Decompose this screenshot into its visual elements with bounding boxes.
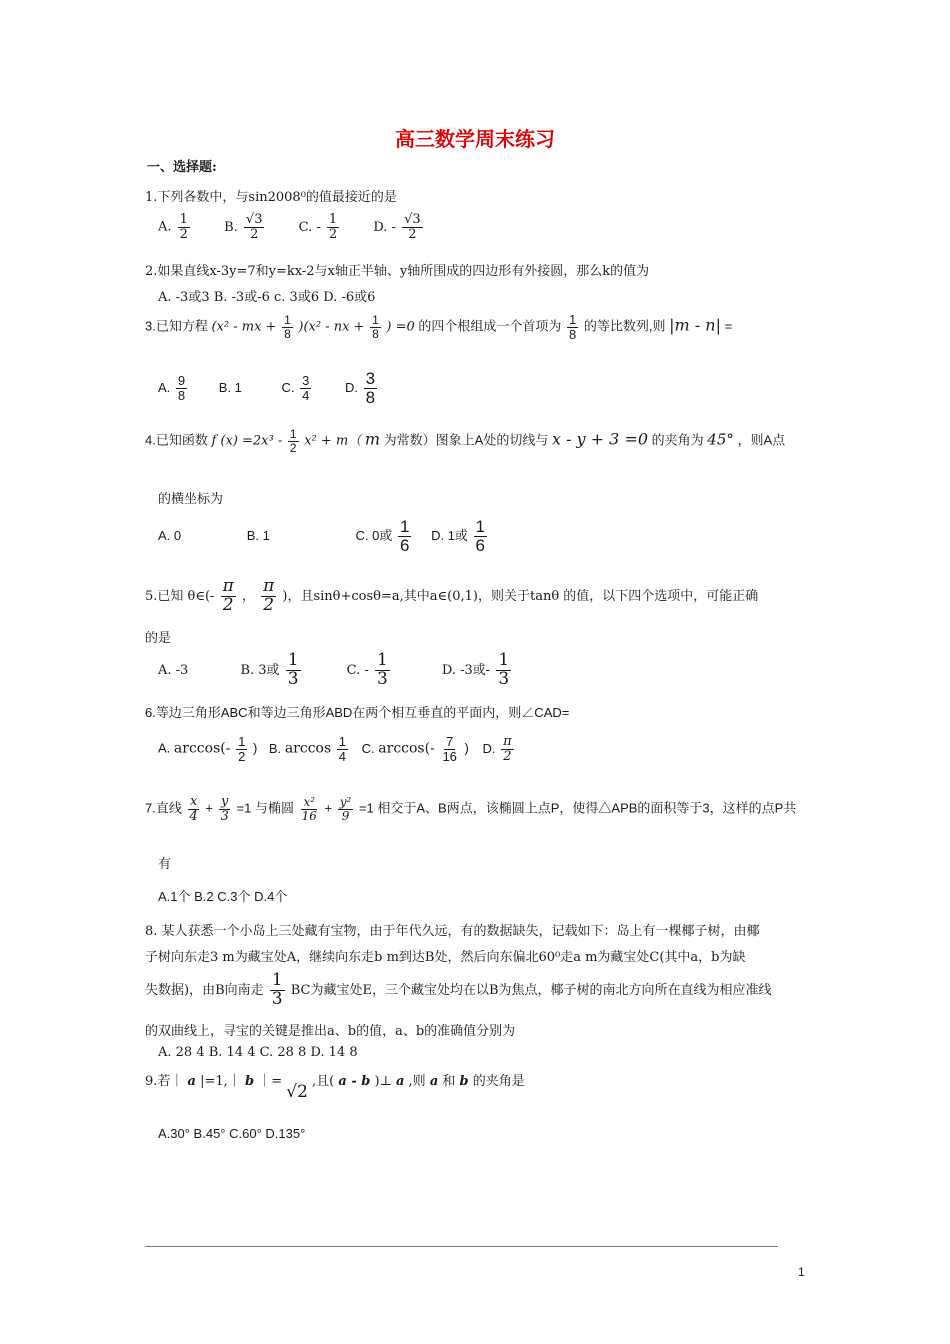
denominator: 2 bbox=[503, 748, 512, 764]
question-3-text bbox=[145, 313, 732, 341]
question-8-line-3 bbox=[145, 972, 772, 1009]
option-c-label: C. 0或 bbox=[355, 527, 393, 543]
question-1-text: 1.下列各数中，与sin2008⁰的值最接近的是 bbox=[145, 190, 397, 205]
denominator: 2 bbox=[408, 226, 417, 242]
question-2-options: A. -3或3 B. -3或-6 c. 3或6 D. -6或6 bbox=[158, 290, 376, 305]
function-part: f (x) =2x³ - bbox=[211, 433, 283, 449]
question-9-options: A.30° B.45° C.60° D.135° bbox=[158, 1126, 306, 1141]
numerator: √3 bbox=[245, 212, 263, 227]
numerator: π bbox=[222, 576, 234, 596]
ellipse-x-fraction bbox=[300, 796, 319, 822]
function-fraction bbox=[288, 428, 299, 454]
option-a-fraction bbox=[176, 374, 187, 402]
denominator: 8 bbox=[365, 387, 376, 407]
question-3-options bbox=[158, 370, 379, 407]
numerator: y bbox=[221, 794, 229, 809]
option-d-label: D. -3或- bbox=[441, 662, 491, 678]
option-b-label: B. 3或 bbox=[240, 662, 280, 678]
option-b-fraction bbox=[337, 735, 348, 763]
equals-sign: = bbox=[724, 318, 733, 334]
denominator: 6 bbox=[475, 535, 485, 555]
denominator: 4 bbox=[338, 748, 347, 764]
option-b-label: B. 1 bbox=[246, 527, 270, 543]
numerator: x bbox=[189, 794, 198, 809]
question-9-post-3: ,则 bbox=[408, 1074, 426, 1089]
option-c-fraction bbox=[300, 374, 311, 402]
equals-one: =1 bbox=[236, 800, 252, 816]
question-4-continuation: 的横坐标为 bbox=[158, 491, 224, 506]
option-a-label: A. -3 bbox=[158, 662, 189, 678]
numerator: 1 bbox=[284, 313, 291, 328]
one-third-fraction bbox=[270, 972, 285, 1009]
vector-difference: a - b bbox=[338, 1074, 371, 1089]
option-c-expression: arccos(- bbox=[378, 740, 435, 757]
angle-value: 45° bbox=[707, 430, 734, 449]
equation-fraction bbox=[282, 314, 293, 340]
denominator: 16 bbox=[442, 748, 457, 764]
vector-a: a bbox=[395, 1074, 405, 1089]
closing-paren: ) bbox=[464, 740, 469, 756]
numerator: π bbox=[263, 576, 275, 596]
numerator: 1 bbox=[372, 313, 379, 328]
option-a-label: A. bbox=[158, 379, 171, 395]
numerator: π bbox=[503, 734, 512, 749]
option-d-fraction bbox=[364, 370, 377, 407]
question-8-options: A. 28 4 B. 14 4 C. 28 8 D. 14 8 bbox=[158, 1045, 358, 1060]
option-d-label: D. bbox=[482, 740, 496, 756]
denominator: 3 bbox=[271, 988, 283, 1009]
plus-sign: + bbox=[205, 800, 213, 816]
question-9-prefix: 9.若｜ bbox=[145, 1074, 184, 1089]
denominator: 3 bbox=[220, 808, 229, 824]
section-heading: 一、选择题: bbox=[147, 160, 217, 175]
denominator: 2 bbox=[250, 226, 259, 242]
closing-paren: ) bbox=[252, 740, 258, 756]
option-d-fraction bbox=[474, 518, 487, 555]
question-7-prefix: 7.直线 bbox=[145, 800, 182, 816]
equation-part: ) =0 bbox=[386, 319, 415, 335]
question-8-line-4: 的双曲线上，寻宝的关键是推出a、b的值，a、b的准确值分别为 bbox=[145, 1024, 516, 1039]
denominator: 2 bbox=[263, 594, 275, 615]
equation-part: (x² - mx + bbox=[211, 319, 277, 335]
question-3-prefix: 3.已知方程 bbox=[145, 318, 208, 334]
question-9-suffix: 的夹角是 bbox=[472, 1074, 525, 1089]
question-7-text bbox=[145, 795, 796, 823]
option-c-label: C. bbox=[281, 379, 295, 395]
numerator: 1 bbox=[569, 312, 577, 327]
numerator: 1 bbox=[399, 517, 410, 536]
denominator: 3 bbox=[376, 668, 388, 689]
denominator: 4 bbox=[189, 808, 198, 824]
question-5-suffix: )，且sinθ+cosθ=a,其中a∈(0,1)，则关于tanθ 的值，以下四个选项中，可能正确 bbox=[282, 588, 759, 604]
option-b-label: B. bbox=[224, 219, 238, 235]
option-d-fraction bbox=[496, 652, 511, 689]
variable-m: m bbox=[364, 429, 381, 449]
interval-fraction bbox=[261, 578, 276, 615]
question-3-suffix: 的等比数列,则 bbox=[583, 318, 666, 334]
question-9-post-1: ,且( bbox=[312, 1074, 335, 1089]
option-d-fraction bbox=[402, 213, 423, 241]
denominator: 9 bbox=[341, 808, 350, 823]
question-8-line-3-prefix: 失数据)，由B向南走 bbox=[145, 982, 264, 998]
option-c-fraction bbox=[327, 213, 339, 241]
comma: ， bbox=[241, 588, 255, 604]
numerator: 1 bbox=[498, 650, 510, 670]
option-c-label: C. - bbox=[298, 219, 321, 235]
denominator: 2 bbox=[222, 594, 234, 615]
option-a-label: A. 0 bbox=[158, 527, 182, 543]
option-d-label: D. - bbox=[373, 219, 396, 235]
equation-part: )(x² - nx + bbox=[298, 319, 365, 335]
question-5-prefix: 5.已知 θ∈(- bbox=[145, 588, 215, 604]
vector-a: a bbox=[429, 1074, 439, 1089]
denominator: 4 bbox=[302, 387, 310, 403]
question-4-middle: 为常数）图象上A处的切线与 bbox=[383, 432, 549, 448]
option-c-fraction bbox=[398, 518, 411, 555]
question-6-text: 6.等边三角形ABC和等边三角形ABD在两个相互垂直的平面内，则∠CAD= bbox=[145, 705, 570, 720]
numerator: 1 bbox=[287, 650, 299, 670]
question-7-continuation: 有 bbox=[158, 856, 172, 871]
option-c-label: C. - bbox=[346, 662, 369, 678]
option-b-expression: arccos bbox=[284, 740, 332, 757]
question-1-options bbox=[158, 213, 425, 241]
page-number: 1 bbox=[798, 1265, 805, 1279]
denominator: 16 bbox=[301, 808, 317, 823]
vector-a: a bbox=[187, 1074, 196, 1089]
option-b-label: B. bbox=[268, 740, 282, 756]
line-y-fraction bbox=[219, 795, 231, 823]
page-title: 高三数学周末练习 bbox=[395, 127, 555, 151]
numerator: 1 bbox=[328, 212, 338, 227]
denominator: 8 bbox=[569, 326, 577, 342]
question-4-options bbox=[158, 518, 489, 555]
question-9-mid-2: ｜= bbox=[258, 1074, 283, 1089]
option-d-fraction bbox=[501, 735, 514, 763]
option-a-label: A. bbox=[158, 740, 171, 756]
question-3-middle: 的四个根组成一个首项为 bbox=[418, 318, 562, 334]
equation-fraction bbox=[370, 314, 381, 340]
question-9-mid-1: |=1,｜ bbox=[200, 1074, 241, 1089]
numerator: 7 bbox=[446, 734, 454, 749]
denominator: 3 bbox=[287, 668, 299, 689]
option-c-fraction bbox=[440, 735, 458, 763]
footer-divider bbox=[145, 1246, 778, 1247]
option-c-label: C. bbox=[361, 740, 375, 756]
numerator: 1 bbox=[338, 734, 347, 749]
denominator: 3 bbox=[498, 668, 510, 689]
function-part: x² + m（ bbox=[304, 433, 362, 449]
denominator: 8 bbox=[177, 387, 186, 403]
denominator: 8 bbox=[372, 326, 379, 341]
question-6-options bbox=[158, 735, 516, 763]
ellipse-y-fraction bbox=[338, 796, 354, 822]
vector-b: b bbox=[459, 1074, 469, 1089]
question-9-post-2: )⊥ bbox=[374, 1074, 392, 1089]
option-b-fraction bbox=[244, 213, 265, 241]
numerator: 3 bbox=[302, 373, 310, 389]
numerator: 1 bbox=[475, 517, 485, 536]
sqrt-two: √2 bbox=[286, 1082, 308, 1102]
numerator: 1 bbox=[179, 212, 188, 227]
option-a-label: A. bbox=[158, 219, 172, 235]
question-5-continuation: 的是 bbox=[145, 631, 172, 646]
numerator: √3 bbox=[404, 212, 421, 227]
plus-sign: + bbox=[324, 800, 333, 816]
denominator: 2 bbox=[238, 748, 246, 764]
option-a-expression: arccos(- bbox=[173, 740, 231, 757]
question-9-text bbox=[145, 1070, 525, 1102]
question-4-prefix: 4.已知函数 bbox=[145, 432, 208, 448]
numerator: 1 bbox=[238, 734, 246, 749]
denominator: 2 bbox=[328, 226, 338, 242]
option-c-fraction bbox=[375, 652, 390, 689]
option-d-label: D. 1或 bbox=[431, 527, 468, 543]
vector-b: b bbox=[244, 1074, 255, 1089]
question-8-line-2: 子树向东走3 m为藏宝处A，继续向东走b m到达B处，然后向东偏北60⁰走a m为藏宝处C(其中a，b为缺 bbox=[145, 950, 746, 965]
question-4-text bbox=[145, 428, 785, 454]
interval-fraction bbox=[221, 578, 236, 615]
option-d-label: D. bbox=[345, 379, 359, 395]
option-b-label: B. 1 bbox=[218, 379, 242, 395]
question-8-line-3-suffix: BC为藏宝处E，三个藏宝处均在以B为焦点，椰子树的南北方向所在直线为相应准线 bbox=[290, 982, 772, 998]
line-x-fraction bbox=[187, 795, 199, 823]
question-7-middle: 与椭圆 bbox=[254, 800, 294, 816]
numerator: x² bbox=[303, 795, 316, 810]
numerator: 9 bbox=[177, 373, 186, 389]
denominator: 8 bbox=[284, 326, 291, 341]
question-5-options bbox=[158, 652, 513, 689]
question-7-suffix: 相交于A、B两点，该椭圆上点P，使得△APB的面积等于3，这样的点P共 bbox=[377, 800, 797, 816]
abs-expression: |m - n| bbox=[669, 315, 721, 335]
denominator: 6 bbox=[399, 535, 410, 555]
option-a-fraction bbox=[178, 213, 190, 241]
denominator: 2 bbox=[179, 226, 188, 242]
question-5-text bbox=[145, 578, 758, 615]
numerator: 3 bbox=[365, 369, 376, 388]
numerator: y² bbox=[339, 795, 352, 810]
option-a-fraction bbox=[236, 735, 247, 763]
conjunction: 和 bbox=[442, 1074, 456, 1089]
option-b-fraction bbox=[286, 652, 301, 689]
numerator: 1 bbox=[289, 427, 297, 441]
denominator: 2 bbox=[289, 440, 297, 455]
question-2-text: 2.如果直线x-3y=7和y=kx-2与x轴正半轴、y轴所围成的四边形有外接圆，那么k的值为 bbox=[145, 264, 650, 279]
question-4-suffix: 的夹角为 bbox=[651, 432, 704, 448]
question-8-line-1: 8. 某人获悉一个小岛上三处藏有宝物，由于年代久远，有的数据缺失，记载如下：岛上有一棵椰子树，由椰 bbox=[145, 924, 760, 939]
ratio-fraction bbox=[567, 313, 578, 341]
question-7-options: A.1个 B.2 C.3个 D.4个 bbox=[158, 889, 288, 904]
line-equation: x - y + 3 =0 bbox=[551, 429, 649, 449]
question-4-suffix-2: ，则A点 bbox=[737, 432, 786, 448]
numerator: 1 bbox=[376, 650, 388, 670]
numerator: 1 bbox=[271, 970, 283, 990]
equals-one: =1 bbox=[358, 800, 374, 816]
